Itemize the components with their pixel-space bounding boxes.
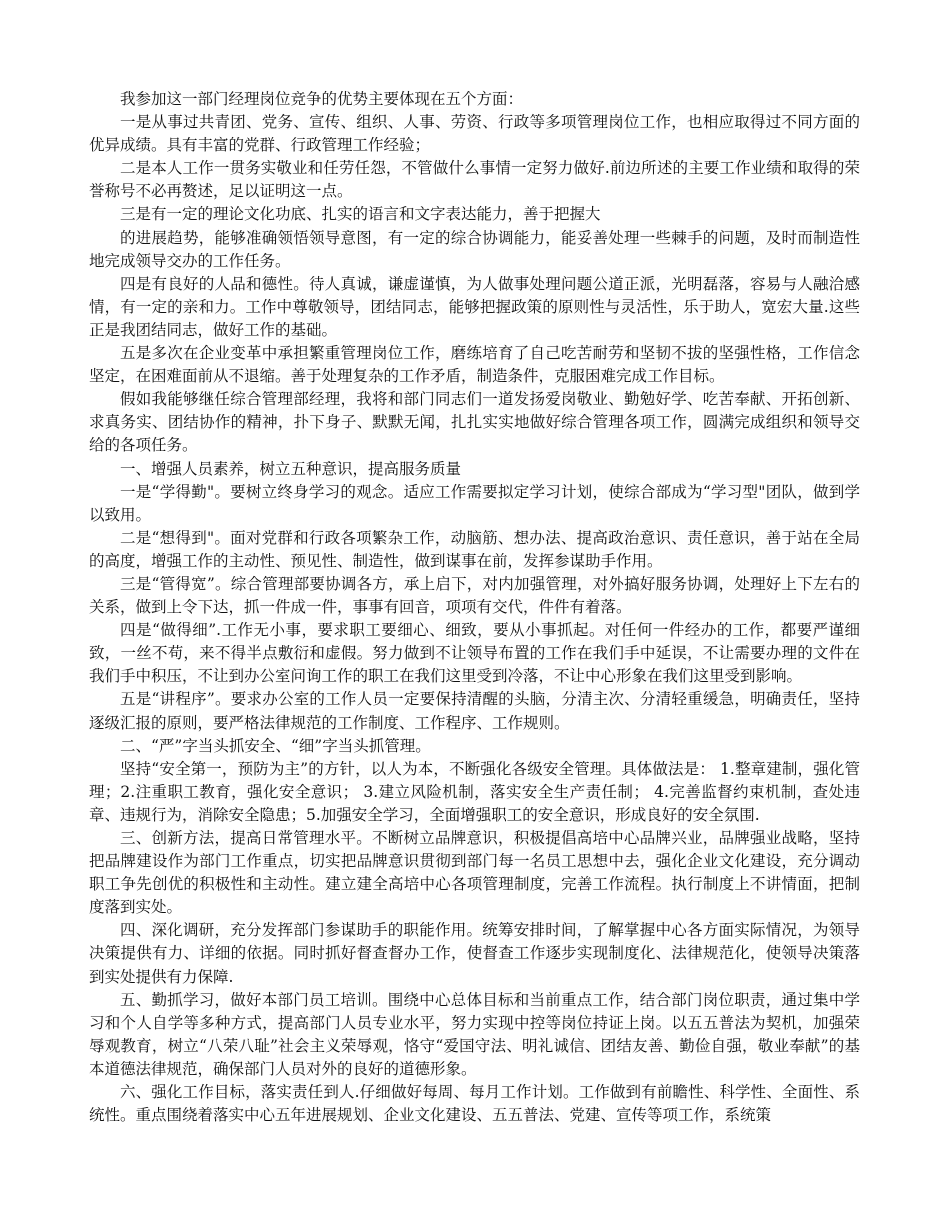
paragraph: 假如我能够继任综合管理部经理，我将和部门同志们一道发扬爱岗敬业、勤勉好学、吃苦奉献、开拓创新、求真务实、团结协作的精神，扑下身子、默默无闻，扎扎实实地做好综合管理各项工作，圆满完成组织和领导交给的各项任务。 (89, 390, 860, 455)
document-body (89, 88, 860, 1127)
paragraph: 二是本人工作一贯务实敬业和任劳任怨，不管做什么事情一定努力做好.前边所述的主要工作业绩和取得的荣誉称号不必再赘述，足以证明这一点。 (89, 159, 860, 201)
paragraph: 二、“严”字当头抓安全、“细”字当头抓管理。 (120, 736, 431, 755)
paragraph: 五是多次在企业变革中承担繁重管理岗位工作，磨练培育了自己吃苦耐劳和坚韧不拔的坚强性格，工作信念坚定，在困难面前从不退缩。善于处理复杂的工作矛盾，制造条件，克服困难完成工作目标。 (89, 344, 860, 386)
paragraph: 三、创新方法，提高日常管理水平。不断树立品牌意识，积极提倡高培中心品牌兴业，品牌强业战略，坚持把品牌建设作为部门工作重点，切实把品牌意识贯彻到部门每一名员工思想中去，强化企业文化建设，充分调动职工争先创优的积极性和主动性。建立建全高培中心各项管理制度，完善工作流程。执行制度上不讲情面，把制度落到实处。 (89, 829, 860, 917)
paragraph: 坚持“安全第一，预防为主”的方针，以人为本，不断强化各级安全管理。具体做法是： 1.整章建制，强化管理；2.注重职工教育，强化安全意识； 3.建立风险机制，落实安全生产责任制； 4.完善监督约束机制，查处违章、违规行为，消除安全隐患；5.加强安全学习，全面增强职工的安全意识，形成良好的安全氛围. (89, 759, 860, 824)
paragraph: 三是有一定的理论文化功底、扎实的语言和文字表达能力，善于把握大 (120, 205, 601, 224)
paragraph: 我参加这一部门经理岗位竞争的优势主要体现在五个方面： (120, 90, 524, 108)
paragraph: 的进展趋势，能够准确领悟领导意图，有一定的综合协调能力，能妥善处理一些棘手的问题，及时而制造性地完成领导交办的工作任务。 (89, 228, 860, 270)
paragraph: 二是“想得到"。面对党群和行政各项繁杂工作，动脑筋、想办法、提高政治意识、责任意识，善于站在全局的高度，增强工作的主动性、预见性、制造性，做到谋事在前，发挥参谋助手作用。 (89, 528, 860, 570)
paragraph: 四是有良好的人品和德性。待人真诚，谦虚谨慎，为人做事处理问题公道正派，光明磊落，容易与人融洽感情，有一定的亲和力。工作中尊敬领导，团结同志，能够把握政策的原则性与灵活性，乐于助人，宽宏大量.这些正是我团结同志，做好工作的基础。 (89, 274, 860, 339)
paragraph: 五是“讲程序”。要求办公室的工作人员一定要保持清醒的头脑，分清主次、分清轻重缓急，明确责任，坚持逐级汇报的原则，要严格法律规范的工作制度、工作程序、工作规则。 (89, 690, 860, 732)
paragraph: 一、增强人员素养，树立五种意识，提高服务质量 (120, 459, 462, 478)
paragraph: 三是“管得宽”。综合管理部要协调各方，承上启下，对内加强管理，对外搞好服务协调，处理好上下左右的关系，做到上令下达，抓一件成一件，事事有回音，项项有交代，件件有着落。 (89, 574, 860, 617)
paragraph: 四、深化调研，充分发挥部门参谋助手的职能作用。统筹安排时间，了解掌握中心各方面实际情况，为领导决策提供有力、详细的依据。同时抓好督查督办工作，使督查工作逐步实现制度化、法律规范化，使领导决策落到实处提供有力保障. (89, 921, 860, 986)
paragraph: 四是“做得细”.工作无小事，要求职工要细心、细致，要从小事抓起。对任何一件经办的工作，都要严谨细致，一丝不苟，来不得半点敷衍和虚假。努力做到不让领导布置的工作在我们手中延误，不让需要办理的文件在我们手中积压，不让到办公室问询工作的职工在我们这里受到冷落，不让中心形象在我们这里受到影响。 (89, 621, 860, 686)
paragraph: 一是从事过共青团、党务、宣传、组织、人事、劳资、行政等多项管理岗位工作，也相应取得过不同方面的优异成绩。具有丰富的党群、行政管理工作经验； (89, 113, 860, 155)
paragraph: 五、勤抓学习，做好本部门员工培训。围绕中心总体目标和当前重点工作，结合部门岗位职责，通过集中学习和个人自学等多种方式，提高部门人员专业水平，努力实现中控等岗位持证上岗。以五五普法为契机，加强荣辱观教育，树立“八荣八耻”社会主义荣辱观，恪守“爱国守法、明礼诚信、团结友善、勤俭自强，敬业奉献”的基本道德法律规范，确保部门人员对外的良好的道德形象。 (89, 990, 860, 1078)
paragraph: 一是“学得勤"。要树立终身学习的观念。适应工作需要拟定学习计划，使综合部成为“学习型"团队，做到学以致用。 (89, 482, 860, 524)
paragraph: 六、强化工作目标，落实责任到人.仔细做好每周、每月工作计划。工作做到有前瞻性、科学性、全面性、系统性。重点围绕着落实中心五年进展规划、企业文化建设、五五普法、党建、宣传等项工作，系统策 (89, 1083, 860, 1125)
